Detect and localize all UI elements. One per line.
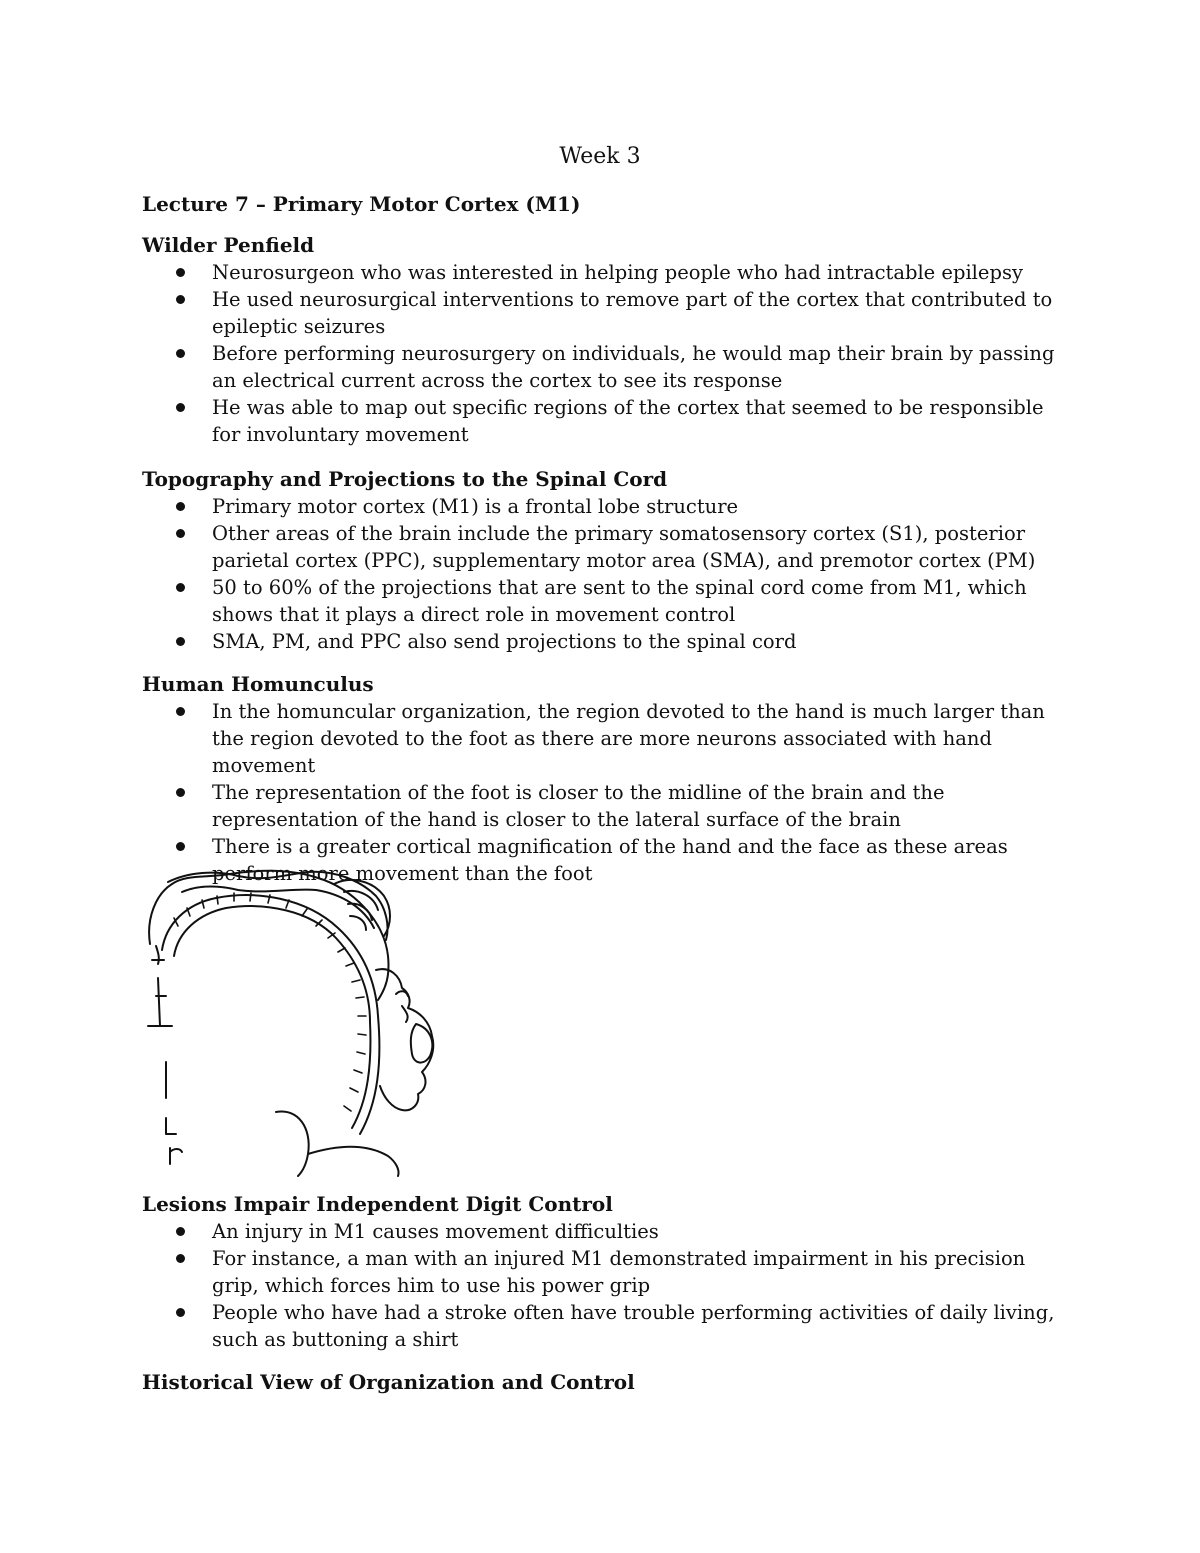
list-item-text: There is a greater cortical magnification of the hand and the face as these areas perform more movement than the foot (212, 835, 1008, 885)
bullet-icon (176, 403, 185, 412)
section-heading: Historical View of Organization and Control (142, 1370, 635, 1394)
list-item-text: He used neurosurgical interventions to remove part of the cortex that contributed to epileptic seizures (212, 288, 1053, 338)
bullet-icon (176, 583, 185, 592)
list-item-text: SMA, PM, and PPC also send projections to the spinal cord (212, 630, 797, 653)
section-topography (142, 465, 1072, 655)
bullet-icon (176, 788, 185, 797)
list-item (212, 574, 1072, 628)
section-wilder-penfield (142, 231, 1072, 448)
list-item (212, 698, 1072, 779)
bullet-icon (176, 1254, 185, 1263)
list-item (212, 628, 1072, 655)
cortex-inner-arc (162, 895, 379, 1134)
motor-homunculus-illustration-icon (138, 866, 448, 1178)
section-heading: Wilder Penfield (142, 233, 315, 257)
list-item-text: Neurosurgeon who was interested in helping people who had intractable epilepsy (212, 261, 1023, 284)
list-item (212, 493, 1072, 520)
list-item (212, 259, 1072, 286)
bullet-icon (176, 502, 185, 511)
top-fold-2 (182, 887, 374, 929)
bullet-list (142, 698, 1072, 887)
bullet-icon (176, 529, 185, 538)
eye (396, 991, 408, 996)
bullet-icon (176, 707, 185, 716)
bullet-list (142, 1218, 1072, 1353)
temporal-lobe (276, 1111, 399, 1176)
bullet-icon (176, 637, 185, 646)
page-title: Week 3 (559, 144, 641, 169)
list-item-text: Before performing neurosurgery on individuals, he would map their brain by passing an electrical current across the cortex to see its response (212, 342, 1055, 392)
section-lesions (142, 1190, 1072, 1353)
list-item-text: An injury in M1 causes movement difficulties (212, 1220, 659, 1243)
left-marks (148, 946, 182, 1164)
list-item-text: For instance, a man with an injured M1 demonstrated impairment in his precision grip, which forces him to use his power grip (212, 1247, 1026, 1297)
list-item (212, 1299, 1072, 1353)
list-item (212, 394, 1072, 448)
list-item (212, 1245, 1072, 1299)
mouth (411, 1024, 433, 1063)
list-item-text: Primary motor cortex (M1) is a frontal lobe structure (212, 495, 739, 518)
list-item (212, 286, 1072, 340)
list-item-text: In the homuncular organization, the region devoted to the hand is much larger than the region devoted to the foot as there are more neurons associated with hand movement (212, 700, 1045, 777)
list-item-text: Other areas of the brain include the primary somatosensory cortex (S1), posterior parietal cortex (PPC), supplementary motor area (SMA), and premotor cortex (PM) (212, 522, 1036, 572)
lecture-title: Lecture 7 – Primary Motor Cortex (M1) (142, 192, 581, 216)
section-heading: Lesions Impair Independent Digit Control (142, 1192, 613, 1216)
list-item-text: The representation of the foot is closer to the midline of the brain and the representation of the hand is closer to the lateral surface of the brain (212, 781, 945, 831)
list-item (212, 340, 1072, 394)
section-human-homunculus (142, 670, 1072, 887)
cortex-inner-arc-2 (174, 906, 370, 1128)
face-profile (376, 969, 433, 1110)
list-item-text: People who have had a stroke often have trouble performing activities of daily living, such as buttoning a shirt (212, 1301, 1055, 1351)
bullet-icon (176, 842, 185, 851)
section-heading: Human Homunculus (142, 672, 374, 696)
bullet-list (142, 259, 1072, 448)
bullet-icon (176, 268, 185, 277)
homunculus-figure (138, 866, 448, 1178)
section-heading: Topography and Projections to the Spinal Cord (142, 467, 668, 491)
bullet-icon (176, 1308, 185, 1317)
bullet-icon (176, 1227, 185, 1236)
bullet-icon (176, 349, 185, 358)
section-historical-view (142, 1368, 1072, 1396)
list-item-text: 50 to 60% of the projections that are sent to the spinal cord come from M1, which shows that it plays a direct role in movement control (212, 576, 1027, 626)
tick-marks (174, 893, 366, 1111)
bullet-list (142, 493, 1072, 655)
list-item-text: He was able to map out specific regions of the cortex that seemed to be responsible for involuntary movement (212, 396, 1044, 446)
list-item (212, 520, 1072, 574)
bullet-icon (176, 295, 185, 304)
nose-lines (402, 1006, 408, 1022)
list-item (212, 779, 1072, 833)
list-item (212, 1218, 1072, 1245)
